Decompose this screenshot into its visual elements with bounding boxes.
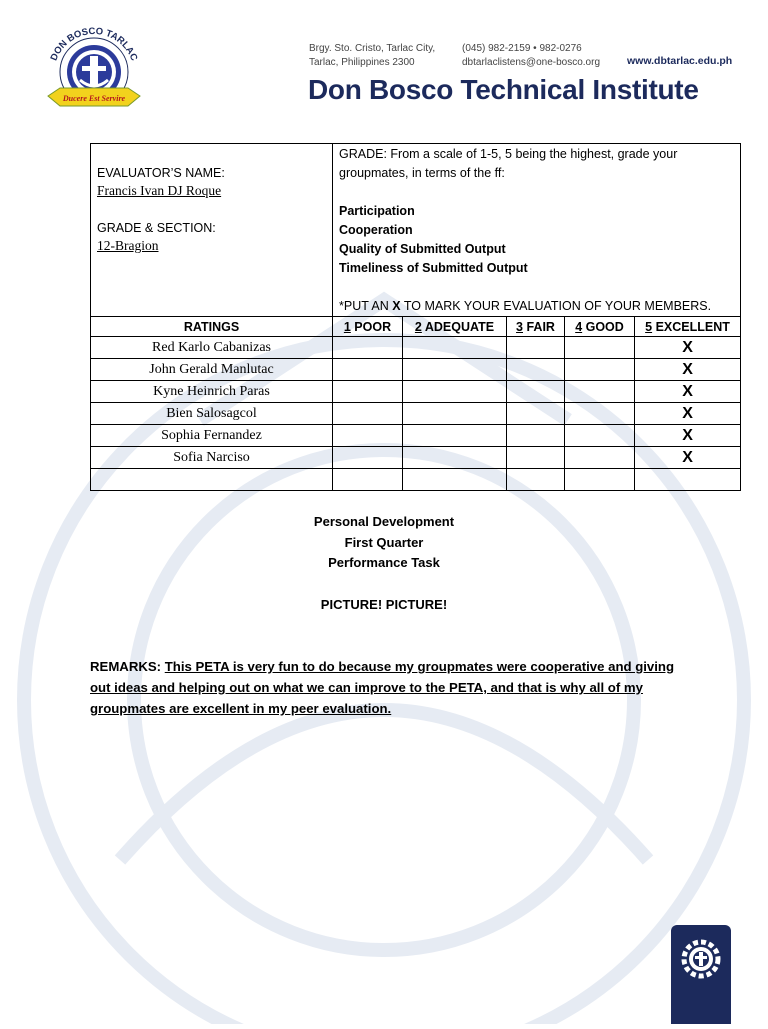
column-header-excellent xyxy=(635,317,741,337)
rating-cell xyxy=(403,337,507,359)
subject-block xyxy=(0,512,768,574)
criterion-timeliness: Timeliness of Submitted Output xyxy=(339,261,528,275)
member-name: Sofia Narciso xyxy=(91,447,333,469)
grade-instructions-cell xyxy=(333,144,741,317)
rating-cell xyxy=(403,381,507,403)
form-info-row xyxy=(91,144,741,317)
rating-cell xyxy=(507,337,565,359)
member-name: Sophia Fernandez xyxy=(91,425,333,447)
ratings-header: RATINGS xyxy=(91,317,333,337)
empty-cell xyxy=(507,469,565,491)
institute-name: Don Bosco Technical Institute xyxy=(308,74,699,105)
gear-icon xyxy=(684,942,718,976)
address-line-1: Brgy. Sto. Cristo, Tarlac City, xyxy=(309,43,436,54)
logo-motto: Ducere Est Servire xyxy=(62,94,126,103)
subject-line-2: First Quarter xyxy=(344,534,424,550)
rating-cell xyxy=(507,359,565,381)
table-row xyxy=(91,337,741,359)
mark-instruction-pre: *PUT AN xyxy=(339,299,393,313)
rating-cell xyxy=(403,359,507,381)
table-row xyxy=(91,403,741,425)
rating-cell xyxy=(565,337,635,359)
subject-line-1: Personal Development xyxy=(313,514,455,529)
rating-cell xyxy=(565,447,635,469)
remarks-paragraph xyxy=(90,656,690,719)
rating-cell: X xyxy=(635,381,741,403)
rating-cell xyxy=(403,447,507,469)
rating-cell xyxy=(565,381,635,403)
rating-cell: X xyxy=(635,403,741,425)
column-header-poor xyxy=(333,317,403,337)
rating-cell xyxy=(507,381,565,403)
rating-cell xyxy=(403,403,507,425)
rating-cell xyxy=(565,359,635,381)
logo-text: DON BOSCO TARLAC xyxy=(48,25,140,63)
rating-cell: X xyxy=(635,447,741,469)
column-number: 5 xyxy=(645,319,653,334)
table-row xyxy=(91,359,741,381)
evaluator-label: EVALUATOR’S NAME: xyxy=(97,166,225,180)
column-label: ADEQUATE xyxy=(421,319,495,334)
table-row xyxy=(91,425,741,447)
column-header-adequate xyxy=(403,317,507,337)
rating-cell xyxy=(507,447,565,469)
criterion-quality: Quality of Submitted Output xyxy=(339,242,506,256)
member-name: Kyne Heinrich Paras xyxy=(91,381,333,403)
column-label: GOOD xyxy=(582,319,624,334)
subject-line-3: Performance Task xyxy=(328,555,440,570)
rating-cell xyxy=(565,403,635,425)
phone-number: (045) 982-2159 • 982-0276 xyxy=(462,43,582,54)
member-name: John Gerald Manlutac xyxy=(91,359,333,381)
picture-note: PICTURE! PICTURE! xyxy=(320,597,448,612)
criterion-cooperation: Cooperation xyxy=(339,223,413,237)
column-label: POOR xyxy=(350,319,392,334)
empty-cell xyxy=(403,469,507,491)
rating-cell xyxy=(333,425,403,447)
rating-cell xyxy=(507,425,565,447)
member-name: Red Karlo Cabanizas xyxy=(91,337,333,359)
footer-badge xyxy=(671,925,731,1024)
grade-section-value: 12-Bragion xyxy=(97,238,159,253)
column-number: 3 xyxy=(516,319,523,334)
rating-cell xyxy=(403,425,507,447)
mark-instruction-x: X xyxy=(392,299,401,313)
rating-cell: X xyxy=(635,425,741,447)
member-name: Bien Salosagcol xyxy=(91,403,333,425)
evaluator-info-cell xyxy=(91,144,333,317)
grade-section-label: GRADE & SECTION: xyxy=(97,221,216,235)
contact xyxy=(462,42,600,70)
criterion-participation: Participation xyxy=(339,204,415,218)
column-number: 2 xyxy=(414,319,422,334)
rating-cell xyxy=(333,337,403,359)
rating-cell xyxy=(333,381,403,403)
address-line-2: Tarlac, Philippines 2300 xyxy=(309,57,415,68)
website-url: www.dbtarlac.edu.ph xyxy=(627,55,733,67)
column-label: FAIR xyxy=(523,319,555,334)
email-address: dbtarlaclistens@one-bosco.org xyxy=(462,57,601,68)
remarks-label: REMARKS: xyxy=(90,659,165,674)
column-label: EXCELLENT xyxy=(652,319,730,334)
school-logo xyxy=(40,22,148,118)
mark-instruction xyxy=(339,297,734,316)
rating-cell xyxy=(333,359,403,381)
column-header-fair xyxy=(507,317,565,337)
rating-cell xyxy=(565,425,635,447)
address xyxy=(309,42,435,70)
rating-cell xyxy=(333,447,403,469)
evaluator-name: Francis Ivan DJ Roque xyxy=(97,183,222,198)
empty-table-row xyxy=(91,469,741,491)
rating-cell xyxy=(333,403,403,425)
peer-evaluation-table xyxy=(90,143,741,491)
table-row xyxy=(91,447,741,469)
empty-cell xyxy=(91,469,333,491)
column-number: 4 xyxy=(575,319,583,334)
grade-instruction: GRADE: From a scale of 1-5, 5 being the highest, grade your groupmates, in terms of the ff: xyxy=(339,147,678,180)
mark-instruction-post: TO MARK YOUR EVALUATION OF YOUR MEMBERS. xyxy=(400,299,712,313)
rating-cell xyxy=(507,403,565,425)
column-number: 1 xyxy=(343,319,351,334)
table-row xyxy=(91,381,741,403)
rating-cell: X xyxy=(635,359,741,381)
empty-cell xyxy=(635,469,741,491)
remarks-text: This PETA is very fun to do because my groupmates were cooperative and giving out ideas and helping out on what we can improve to the PETA, and that is why all of my groupmates are excellent in my peer evaluation. xyxy=(90,659,675,716)
column-header-good xyxy=(565,317,635,337)
empty-cell xyxy=(565,469,635,491)
rating-cell: X xyxy=(635,337,741,359)
ratings-header-row xyxy=(91,317,741,337)
empty-cell xyxy=(333,469,403,491)
